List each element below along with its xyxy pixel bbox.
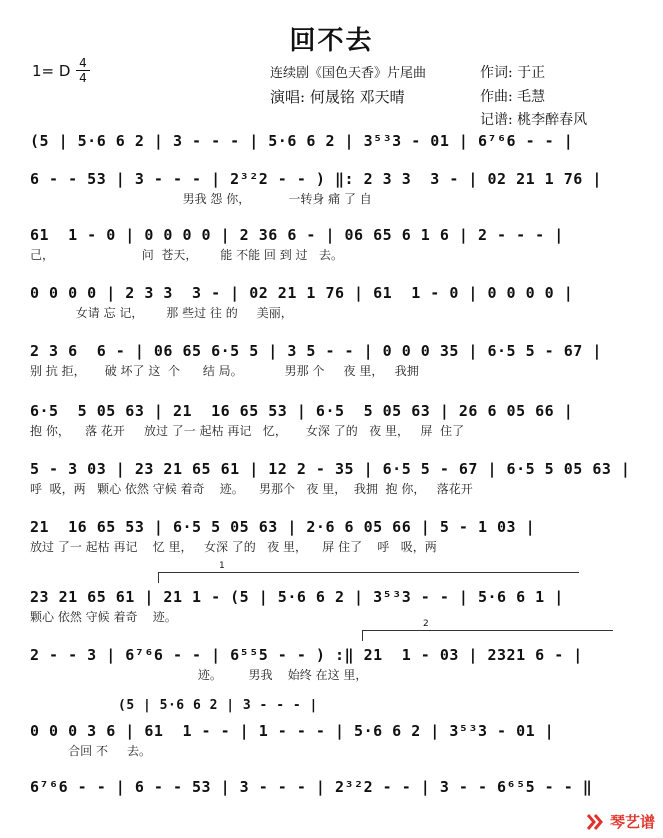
subtitle: 连续剧《国色天香》片尾曲 bbox=[270, 66, 427, 81]
logo-icon bbox=[586, 813, 606, 831]
logo-text: 琴艺谱 bbox=[609, 813, 655, 831]
lyrics: 男我 怨 你， 一转身 痛 了 自 bbox=[30, 192, 372, 206]
lyrics: 合回 不 去。 bbox=[30, 744, 152, 758]
lyrics: 女请 忘 记， 那 些过 往 的 美丽， bbox=[30, 306, 293, 320]
transcriber: 记谱: 桃李醉春风 bbox=[480, 112, 588, 128]
notes: 0 0 0 0 | 2 3 3 3 - | 02 21 1 76 | 61 1 - 0 | 0 0 0 0 | bbox=[30, 284, 574, 302]
time-signature-top: 4 bbox=[79, 56, 87, 70]
notes: 6 - - 53 | 3 - - - | 2³²2 - - ) ‖: 2 3 3 3 - | 02 21 1 76 | bbox=[30, 170, 602, 188]
volta-2-label: 2 bbox=[423, 619, 429, 629]
notes: 5 - 3 03 | 23 21 65 61 | 12 2 - 35 | 6·5 5 - 67 | 6·5 5 05 63 | bbox=[30, 460, 631, 478]
lyricist: 作词: 于正 bbox=[480, 65, 546, 81]
volta-1-label: 1 bbox=[219, 561, 225, 571]
lyrics: 颗心 依然 守候 着奇 迹。 bbox=[30, 610, 177, 624]
notes: 61 1 - 0 | 0 0 0 0 | 2 36 6 - | 06 65 6 1 6 | 2 - - - | bbox=[30, 226, 564, 244]
notes: (5 | 5·6 6 2 | 3 - - - | 5·6 6 2 | 3⁵³3 - 01 | 6⁷⁶6 - - | bbox=[30, 132, 574, 150]
notes: 6·5 5 05 63 | 21 16 65 53 | 6·5 5 05 63 | 26 6 05 66 | bbox=[30, 402, 574, 420]
notes: 2 3 6 6 - | 06 65 6·5 5 | 3 5 - - | 0 0 0 35 | 6·5 5 - 67 | bbox=[30, 342, 602, 360]
notes: 0 0 0 3 6 | 61 1 - - | 1 - - - | 5·6 6 2 | 3⁵³3 - 01 | bbox=[30, 722, 555, 740]
key-signature: 1= D bbox=[32, 62, 71, 80]
lyrics: 放过 了一 起枯 再记 忆 里， 女深 了的 夜 里， 屏 住了 呼 吸，两 bbox=[30, 540, 437, 554]
song-title: 回不去 bbox=[289, 26, 374, 56]
lyrics: 迹。 男我 始终 在这 里， bbox=[30, 668, 368, 682]
time-signature bbox=[76, 57, 90, 84]
volta-2 bbox=[362, 619, 613, 641]
site-logo bbox=[586, 811, 655, 832]
volta-1 bbox=[158, 561, 579, 583]
notes: 21 16 65 53 | 6·5 5 05 63 | 2·6 6 05 66 | 5 - 1 03 | bbox=[30, 518, 536, 536]
notes: 2 - - 3 | 6⁷⁶6 - - | 6⁵⁵5 - - ) :‖ 21 1 - 03 | 2321 6 - | bbox=[30, 646, 583, 664]
notes: 23 21 65 61 | 21 1 - (5 | 5·6 6 2 | 3⁵³3 - - | 5·6 6 1 | bbox=[30, 588, 564, 606]
composer: 作曲: 毛慧 bbox=[480, 89, 546, 105]
lyrics: 呼 吸，两 颗心 依然 守候 着奇 迹。 男那个 夜 里， 我拥 抱 你， 落花开 bbox=[30, 482, 473, 496]
lyrics: 抱 你， 落 花开 放过 了一 起枯 再记 忆， 女深 了的 夜 里， 屏 住了 bbox=[30, 424, 465, 438]
time-signature-bottom: 4 bbox=[79, 71, 87, 85]
singers: 演唱: 何晟铭 邓天晴 bbox=[270, 88, 405, 106]
notes: (5 | 5·6 6 2 | 3 - - - | bbox=[118, 698, 318, 713]
lyrics: 别 抗 拒， 破 坏了 这 个 结 局。 男那 个 夜 里， 我拥 bbox=[30, 364, 419, 378]
notes: 6⁷⁶6 - - | 6 - - 53 | 3 - - - | 2³²2 - - | 3 - - 6⁶⁵5 - - ‖ bbox=[30, 778, 593, 796]
lyrics: 己， 问 苍天， 能 不能 回 到 过 去。 bbox=[30, 248, 343, 262]
